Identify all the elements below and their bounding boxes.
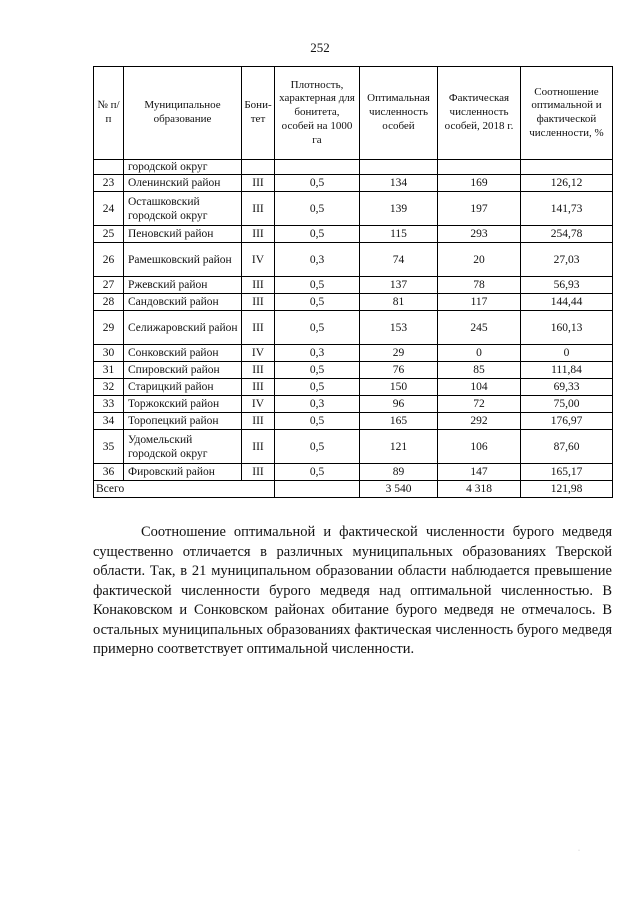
table-row — [94, 430, 613, 464]
cell-ratio: 111,84 — [521, 362, 613, 379]
total-density — [275, 481, 360, 498]
header-ratio: Соотношение оптимальной и фактической численности, % — [521, 67, 613, 160]
cell-optimal: 150 — [360, 379, 438, 396]
cell-bonitet: IV — [242, 243, 275, 277]
cell-optimal: 96 — [360, 396, 438, 413]
header-municipality: Муниципальное образование — [124, 67, 242, 160]
cell-ratio: 69,33 — [521, 379, 613, 396]
cell-bonitet: III — [242, 464, 275, 481]
cell-bonitet: III — [242, 379, 275, 396]
cell-num: 33 — [94, 396, 124, 413]
corner-mark: · — [578, 848, 580, 854]
cell-ratio: 126,12 — [521, 175, 613, 192]
header-actual: Фактическая численность особей, 2018 г. — [438, 67, 521, 160]
cell-density: 0,5 — [275, 311, 360, 345]
cell-num: 31 — [94, 362, 124, 379]
total-label: Всего — [94, 481, 275, 498]
table-row — [94, 379, 613, 396]
cell-bonitet: III — [242, 226, 275, 243]
cell-ratio: 144,44 — [521, 294, 613, 311]
cell-optimal — [360, 160, 438, 175]
cell-municipality: Пеновский район — [124, 226, 242, 243]
cell-num: 29 — [94, 311, 124, 345]
cell-density: 0,5 — [275, 413, 360, 430]
cell-municipality: Сонковский район — [124, 345, 242, 362]
cell-municipality: Осташковский городской округ — [124, 192, 242, 226]
cell-optimal: 29 — [360, 345, 438, 362]
cell-bonitet: III — [242, 430, 275, 464]
cell-density: 0,5 — [275, 464, 360, 481]
cell-ratio: 176,97 — [521, 413, 613, 430]
cell-municipality: Оленинский район — [124, 175, 242, 192]
header-density: Плотность, характерная для бонитета, особей на 1000 га — [275, 67, 360, 160]
cell-optimal: 89 — [360, 464, 438, 481]
cell-actual: 117 — [438, 294, 521, 311]
cell-ratio: 0 — [521, 345, 613, 362]
cell-num: 23 — [94, 175, 124, 192]
table-row — [94, 345, 613, 362]
cell-municipality: Рамешковский район — [124, 243, 242, 277]
header-num: № п/п — [94, 67, 124, 160]
cell-density: 0,3 — [275, 345, 360, 362]
cell-bonitet: III — [242, 311, 275, 345]
cell-actual: 292 — [438, 413, 521, 430]
cell-num: 30 — [94, 345, 124, 362]
cell-density: 0,3 — [275, 396, 360, 413]
cell-actual: 104 — [438, 379, 521, 396]
bear-population-table — [93, 66, 613, 498]
cell-optimal: 134 — [360, 175, 438, 192]
cell-ratio: 27,03 — [521, 243, 613, 277]
cell-density: 0,5 — [275, 379, 360, 396]
cell-actual: 20 — [438, 243, 521, 277]
cell-bonitet: III — [242, 277, 275, 294]
cell-num: 35 — [94, 430, 124, 464]
header-bonitet: Бони-тет — [242, 67, 275, 160]
cell-bonitet: IV — [242, 345, 275, 362]
cell-bonitet: III — [242, 413, 275, 430]
cell-municipality: Старицкий район — [124, 379, 242, 396]
cell-actual: 0 — [438, 345, 521, 362]
cell-actual: 85 — [438, 362, 521, 379]
cell-optimal: 81 — [360, 294, 438, 311]
page-number: 252 — [310, 40, 330, 55]
cell-num: 24 — [94, 192, 124, 226]
cell-ratio — [521, 160, 613, 175]
table-row — [94, 464, 613, 481]
cell-num: 26 — [94, 243, 124, 277]
cell-municipality: Фировский район — [124, 464, 242, 481]
cell-optimal: 121 — [360, 430, 438, 464]
table-row — [94, 396, 613, 413]
table-header-row — [94, 67, 613, 160]
cell-bonitet: IV — [242, 396, 275, 413]
body-paragraph: Соотношение оптимальной и фактической численности бурого медведя существенно отличается в различных муниципальных образованиях Тверской области. Так, в 21 муниципальном образовании области наблюдается превышение фактической численности бурого медведя над оптимальной численностью. В Конаковском и Сонковском районах обитание бурого медведя не отмечалось. В остальных муниципальных образованиях фактическая численность бурого медведя примерно соответствует оптимальной численности. — [93, 524, 612, 657]
cell-actual: 169 — [438, 175, 521, 192]
cell-ratio: 75,00 — [521, 396, 613, 413]
cell-municipality: Сандовский район — [124, 294, 242, 311]
total-optimal: 3 540 — [360, 481, 438, 498]
cell-num: 27 — [94, 277, 124, 294]
total-actual: 4 318 — [438, 481, 521, 498]
cell-optimal: 115 — [360, 226, 438, 243]
cell-optimal: 165 — [360, 413, 438, 430]
table-row — [94, 362, 613, 379]
table-row — [94, 294, 613, 311]
cell-municipality: Удомельский городской округ — [124, 430, 242, 464]
cell-actual: 78 — [438, 277, 521, 294]
cell-actual — [438, 160, 521, 175]
cell-municipality: Торопецкий район — [124, 413, 242, 430]
cell-num — [94, 160, 124, 175]
total-ratio: 121,98 — [521, 481, 613, 498]
cell-continued-label: городской округ — [124, 160, 242, 175]
cell-density: 0,3 — [275, 243, 360, 277]
table-row — [94, 226, 613, 243]
cell-municipality: Торжокский район — [124, 396, 242, 413]
cell-bonitet: III — [242, 294, 275, 311]
cell-optimal: 137 — [360, 277, 438, 294]
table-row — [94, 413, 613, 430]
header-optimal: Оптимальная численность особей — [360, 67, 438, 160]
cell-municipality: Спировский район — [124, 362, 242, 379]
table-row — [94, 192, 613, 226]
table-row — [94, 243, 613, 277]
cell-bonitet: III — [242, 192, 275, 226]
cell-municipality: Селижаровский район — [124, 311, 242, 345]
cell-optimal: 139 — [360, 192, 438, 226]
cell-optimal: 74 — [360, 243, 438, 277]
cell-ratio: 254,78 — [521, 226, 613, 243]
table-row — [94, 175, 613, 192]
cell-density: 0,5 — [275, 192, 360, 226]
cell-num: 36 — [94, 464, 124, 481]
table-row-continued — [94, 160, 613, 175]
cell-density: 0,5 — [275, 226, 360, 243]
table-row — [94, 277, 613, 294]
cell-municipality: Ржевский район — [124, 277, 242, 294]
cell-num: 34 — [94, 413, 124, 430]
cell-actual: 293 — [438, 226, 521, 243]
cell-ratio: 56,93 — [521, 277, 613, 294]
cell-actual: 72 — [438, 396, 521, 413]
cell-density: 0,5 — [275, 294, 360, 311]
cell-density: 0,5 — [275, 277, 360, 294]
cell-actual: 197 — [438, 192, 521, 226]
cell-density: 0,5 — [275, 362, 360, 379]
cell-bonitet: III — [242, 362, 275, 379]
cell-bonitet: III — [242, 175, 275, 192]
cell-optimal: 153 — [360, 311, 438, 345]
cell-num: 28 — [94, 294, 124, 311]
cell-optimal: 76 — [360, 362, 438, 379]
cell-ratio: 165,17 — [521, 464, 613, 481]
cell-density — [275, 160, 360, 175]
cell-ratio: 160,13 — [521, 311, 613, 345]
cell-num: 25 — [94, 226, 124, 243]
cell-density: 0,5 — [275, 430, 360, 464]
cell-bonitet — [242, 160, 275, 175]
cell-ratio: 87,60 — [521, 430, 613, 464]
cell-density: 0,5 — [275, 175, 360, 192]
cell-actual: 106 — [438, 430, 521, 464]
cell-actual: 147 — [438, 464, 521, 481]
table-total-row — [94, 481, 613, 498]
cell-actual: 245 — [438, 311, 521, 345]
cell-ratio: 141,73 — [521, 192, 613, 226]
table-row — [94, 311, 613, 345]
table-body — [94, 160, 613, 481]
cell-num: 32 — [94, 379, 124, 396]
